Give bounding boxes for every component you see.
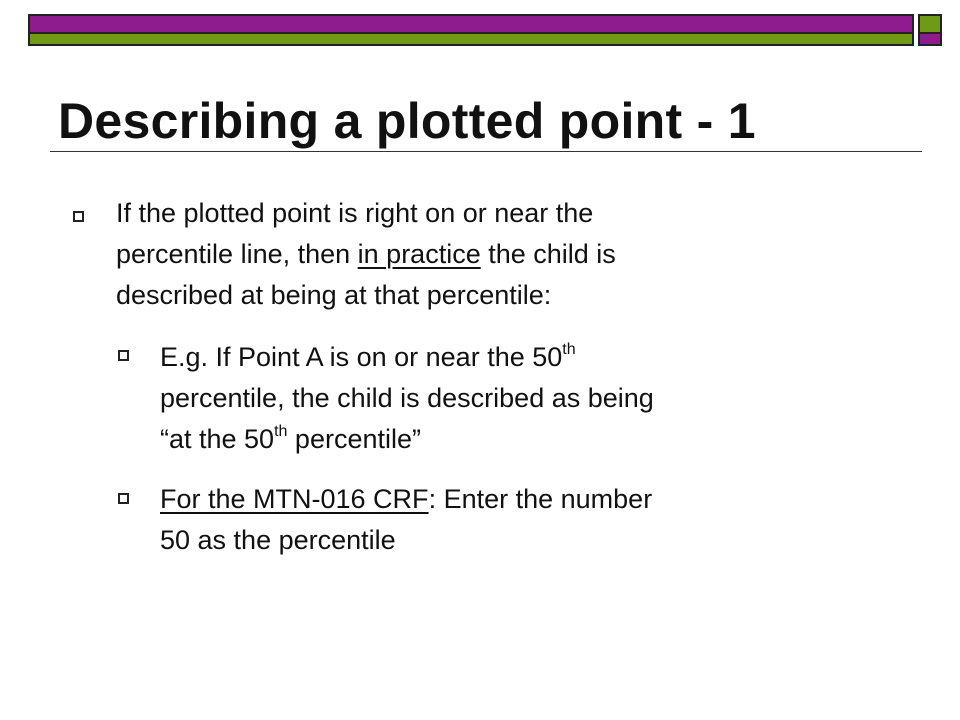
header-square-green <box>918 14 942 34</box>
bullet-3-text: For the MTN-016 CRF: Enter the number 50 as the percentile <box>160 484 653 555</box>
underlined-phrase: For the MTN-016 CRF <box>160 484 429 514</box>
bullet-2-text: E.g. If Point A is on or near the 50th percentile, the child is described as being “at the 50th percentile” <box>160 341 654 454</box>
square-bullet-icon <box>118 493 129 504</box>
header-square-purple <box>918 34 942 46</box>
title-underline-rule <box>50 151 922 152</box>
square-bullet-icon <box>73 211 84 222</box>
bullet-1-text: If the plotted point is right on or near the percentile line, then in practice the child is described at being at that percentile: <box>116 198 616 310</box>
underlined-phrase: in practice <box>357 239 481 269</box>
header-bar-green <box>28 34 914 46</box>
slide-title: Describing a plotted point - 1 <box>58 93 756 149</box>
square-bullet-icon <box>118 350 129 361</box>
header-bar-purple <box>28 14 914 34</box>
